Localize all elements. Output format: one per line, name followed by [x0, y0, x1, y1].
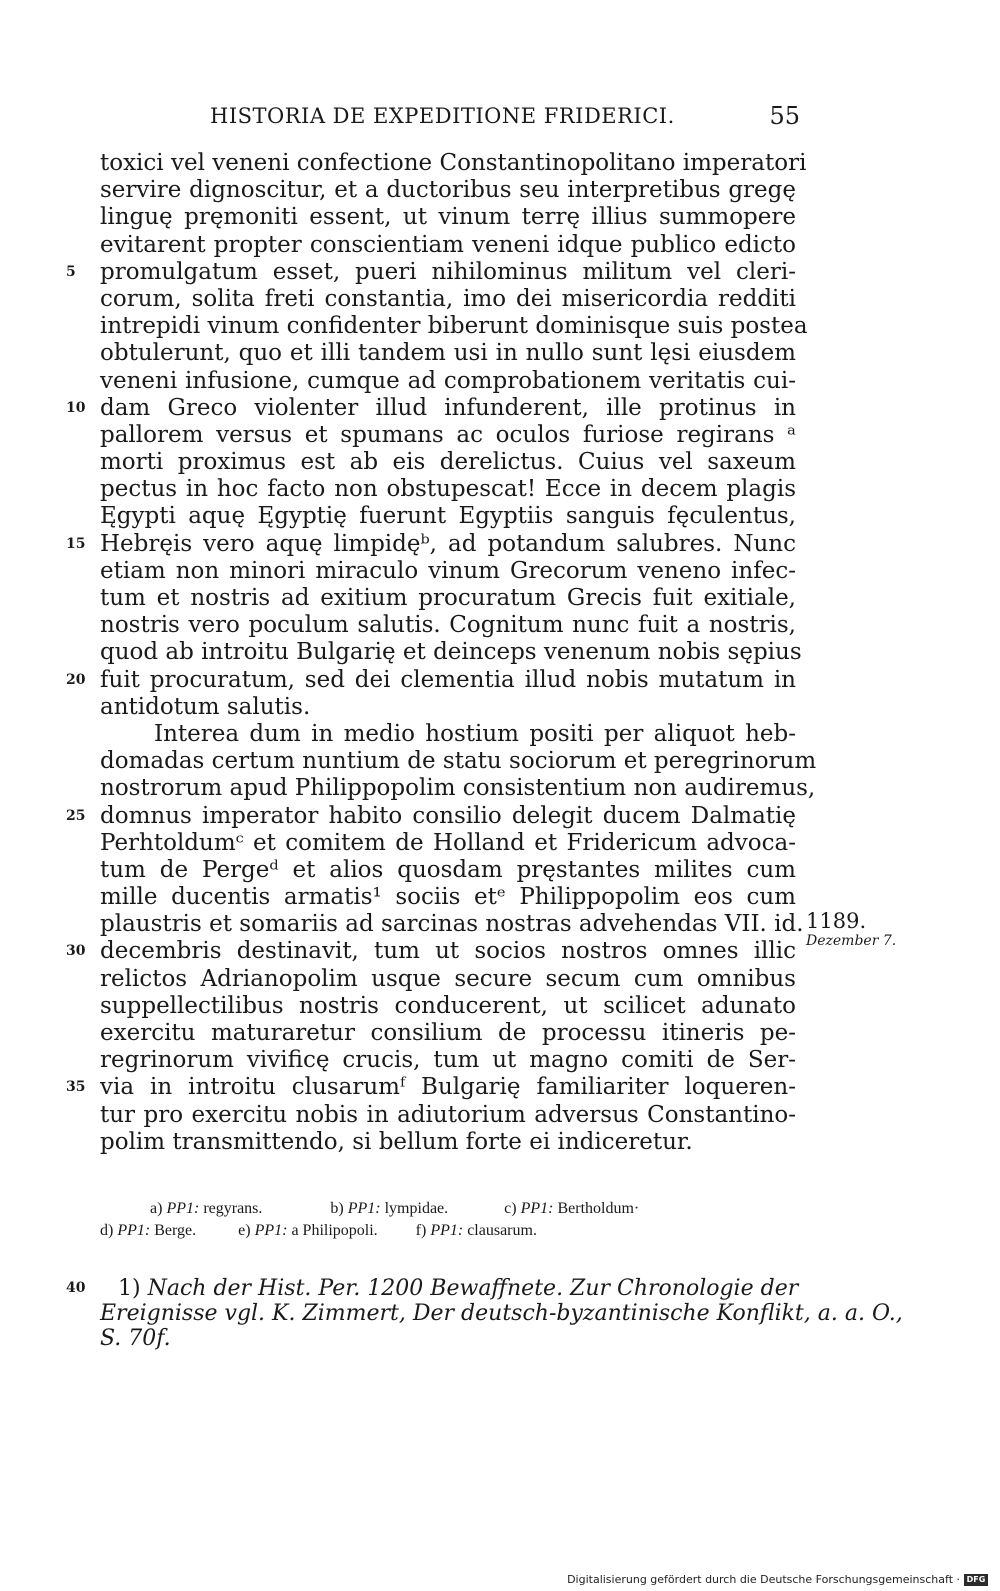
line-text: relictos Adrianopolim usque secure secum cum omnibus — [100, 965, 796, 992]
line-text: regrinorum vivificę crucis, tum ut magno comiti de Ser- — [100, 1047, 796, 1074]
footnote-text: Berge. — [154, 1222, 197, 1239]
text-line — [100, 1020, 796, 1047]
line-text: decembris destinavit, tum ut socios nostros omnes illic — [100, 938, 796, 965]
line-number: 20 — [66, 671, 86, 688]
main-text — [66, 150, 897, 1156]
text-line — [66, 258, 796, 286]
text-line — [66, 1074, 796, 1101]
line-text: antidotum salutis. — [100, 693, 311, 720]
text-line — [100, 694, 796, 721]
line-number: 35 — [66, 1079, 86, 1096]
historical-notes — [66, 1276, 903, 1351]
text-line — [100, 150, 807, 177]
line-text: obtulerunt, quo et illi tandem usi in nullo sunt lęsi eiusdem — [100, 340, 796, 367]
footnote-label: f) — [415, 1222, 427, 1239]
text-line — [100, 368, 796, 395]
line-number: 30 — [66, 943, 86, 960]
footnote-sigla: PP1: — [520, 1200, 554, 1217]
running-header — [210, 100, 800, 134]
line-text: promulgatum esset, pueri nihilominus militum vel cleri- — [100, 258, 796, 285]
text-line — [66, 802, 796, 830]
line-number: 15 — [66, 535, 86, 552]
text-line — [100, 909, 897, 950]
line-text: tur pro exercitu nobis in adiutorium adversus Constantino- — [100, 1101, 796, 1128]
text-line — [100, 503, 796, 530]
text-line — [100, 884, 796, 911]
line-text: toxici vel veneni confectione Constantinopolitano imperatori — [100, 150, 807, 176]
line-text: nostrorum apud Philippopolim consistentium non audiremus, — [100, 775, 816, 802]
text-line — [100, 1129, 796, 1156]
line-number: 5 — [66, 263, 76, 280]
footnote-label: c) — [504, 1200, 517, 1217]
margin-date: Dezember 7. — [806, 933, 897, 950]
line-text: intrepidi vinum confidenter biberunt dominisque suis postea — [100, 313, 808, 340]
line-text: suppellectilibus nostris conducerent, ut scilicet adunato — [100, 992, 796, 1019]
text-line — [66, 666, 796, 694]
footnote-sigla: PP1: — [254, 1222, 288, 1239]
line-text: Hebręis vero aquę limpidęᵇ, ad potandum salubres. Nunc — [100, 530, 796, 557]
page-number: 55 — [769, 102, 800, 130]
text-line — [100, 422, 796, 449]
text-line — [100, 585, 796, 612]
line-text: Ęgypti aquę Ęgyptię fuerunt Egyptiis sanguis fęculentus, — [100, 503, 796, 530]
footnote-sigla: PP1: — [347, 1200, 381, 1217]
footnote-line — [100, 1220, 800, 1242]
footnote-text: clausarum. — [467, 1222, 537, 1239]
line-text: Perhtoldumᶜ et comitem de Holland et Fridericum advoca- — [100, 829, 796, 856]
line-text: morti proximus est ab eis derelictus. Cuius vel saxeum — [100, 449, 796, 476]
footnote-text: a Philipopoli. — [291, 1222, 378, 1239]
line-text: etiam non minori miraculo vinum Grecorum veneno infec- — [100, 557, 796, 584]
line-number: 10 — [66, 399, 86, 416]
line-text: domadas certum nuntium de statu sociorum et peregrinorum — [100, 748, 817, 775]
line-text: pallorem versus et spumans ac oculos furiose regirans ᵃ — [100, 421, 796, 448]
footnote-label: b) — [330, 1200, 344, 1217]
line-text: tum de Pergeᵈ et alios quosdam pręstantes milites cum — [100, 856, 796, 883]
text-line — [100, 340, 796, 367]
footnote-sigla: PP1: — [430, 1222, 464, 1239]
footnote-sigla: PP1: — [117, 1222, 151, 1239]
running-title: HISTORIA DE EXPEDITIONE FRIDERICI. — [210, 104, 675, 128]
footnote-line — [100, 1198, 800, 1220]
line-text: corum, solita freti constantia, imo dei misericordia redditi — [100, 285, 796, 312]
note-line — [66, 1276, 799, 1301]
text-line — [100, 177, 796, 204]
footnote-label: e) — [238, 1222, 251, 1239]
note-line: S. 70f. — [100, 1326, 171, 1351]
text-line — [100, 558, 796, 585]
line-number: 40 — [66, 1280, 86, 1296]
line-text: exercitu maturaretur consilium de processu itineris pe- — [100, 1020, 796, 1046]
text-line — [100, 1047, 796, 1074]
text-line — [100, 857, 796, 884]
text-line — [100, 639, 802, 666]
footnote-text: Bertholdum· — [557, 1200, 640, 1217]
footnote-label: d) — [100, 1222, 114, 1239]
note-line: Ereignisse vgl. K. Zimmert, Der deutsch-byzantinische Konflikt, a. a. O., — [100, 1301, 903, 1326]
text-line — [100, 313, 808, 340]
line-text: domnus imperator habito consilio delegit ducem Dalmatię — [100, 802, 796, 829]
text-line — [100, 721, 796, 748]
line-text: linguę pręmoniti essent, ut vinum terrę illius summopere — [100, 204, 796, 231]
text-line — [100, 476, 796, 503]
text-line — [100, 1102, 796, 1129]
note-number: 1) — [118, 1276, 141, 1301]
line-text: Interea dum in medio hostium positi per aliquot heb- — [154, 720, 796, 747]
dfg-logo: DFG — [964, 1574, 988, 1586]
line-text: plaustris et somariis ad sarcinas nostras advehendas VII. id. — [100, 911, 804, 938]
text-line — [100, 748, 817, 775]
text-line — [100, 775, 816, 802]
line-text: mille ducentis armatis¹ sociis etᵉ Philippopolim eos cum — [100, 884, 796, 911]
footnote-sigla: PP1: — [166, 1200, 200, 1217]
footnote-label: a) — [150, 1200, 163, 1217]
footnote-text: lympidae. — [384, 1200, 449, 1217]
line-text: polim transmittendo, si bellum forte ei indiceretur. — [100, 1128, 693, 1155]
line-text: dam Greco violenter illud infunderent, ille protinus in — [100, 394, 796, 421]
text-line — [66, 938, 796, 965]
margin-year: 1189. — [806, 909, 867, 934]
text-line — [100, 966, 796, 993]
text-line — [100, 993, 796, 1020]
line-text: nostris vero poculum salutis. Cognitum nunc fuit a nostris, — [100, 612, 796, 639]
text-line — [100, 449, 796, 476]
digitization-footer — [567, 1573, 988, 1586]
footnote-text: regyrans. — [203, 1200, 263, 1217]
note-text: Nach der Hist. Per. 1200 Bewaffnete. Zur Chronologie der — [147, 1276, 799, 1301]
line-text: fuit procuratum, sed dei clementia illud nobis mutatum in — [100, 666, 796, 693]
text-line — [100, 232, 796, 259]
footer-text: Digitalisierung gefördert durch die Deutsche Forschungsgemeinschaft · — [567, 1573, 960, 1586]
line-text: quod ab introitu Bulgarię et deinceps venenum nobis sępius — [100, 639, 802, 666]
line-text: pectus in hoc facto non obstupescat! Ecce in decem plagis — [100, 476, 796, 503]
line-number: 25 — [66, 807, 86, 824]
text-line — [100, 830, 796, 857]
text-line — [100, 612, 796, 639]
line-text: via in introitu clusarumᶠ Bulgarię familiariter loqueren- — [100, 1074, 796, 1101]
text-line — [66, 530, 796, 558]
text-line — [100, 286, 796, 313]
line-text: tum et nostris ad exitium procuratum Grecis fuit exitiale, — [100, 585, 796, 611]
line-text: veneni infusione, cumque ad comprobationem veritatis cui- — [100, 367, 796, 394]
text-line — [66, 394, 796, 422]
text-line — [100, 204, 796, 231]
margin-date-note — [806, 911, 896, 948]
critical-apparatus — [100, 1198, 800, 1242]
line-text: servire dignoscitur, et a ductoribus seu interpretibus gregę — [100, 177, 796, 204]
line-text: evitarent propter conscientiam veneni idque publico edicto — [100, 231, 796, 258]
